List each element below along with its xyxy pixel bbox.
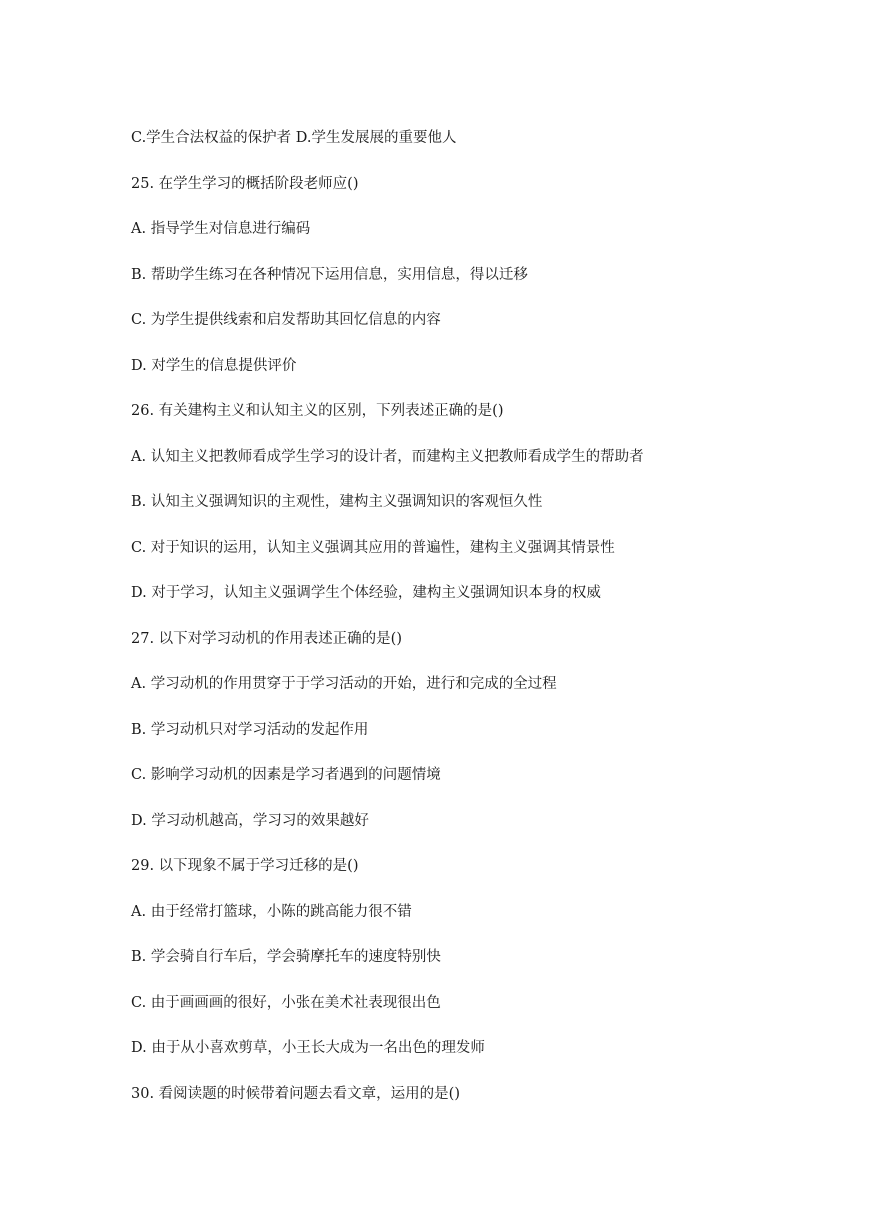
question-27-option-a: A. 学习动机的作用贯穿于于学习活动的开始，进行和完成的全过程	[131, 676, 557, 692]
question-27-option-b: B. 学习动机只对学习活动的发起作用	[131, 722, 369, 738]
question-29-option-b: B. 学会骑自行车后，学会骑摩托车的速度特别快	[131, 949, 441, 965]
question-29: 29. 以下现象不属于学习迁移的是()	[131, 858, 359, 874]
question-27-option-c: C. 影响学习动机的因素是学习者遇到的问题情境	[131, 767, 441, 783]
question-26-option-a: A. 认知主义把教师看成学生学习的设计者，而建构主义把教师看成学生的帮助者	[131, 449, 644, 465]
question-25-option-d: D. 对学生的信息提供评价	[131, 358, 297, 374]
question-26-option-d: D. 对于学习，认知主义强调学生个体经验，建构主义强调知识本身的权威	[131, 585, 601, 601]
question-29-option-a: A. 由于经常打篮球，小陈的跳高能力很不错	[131, 904, 412, 920]
question-25: 25. 在学生学习的概括阶段老师应()	[131, 176, 359, 192]
question-30: 30. 看阅读题的时候带着问题去看文章，运用的是()	[131, 1086, 460, 1102]
question-25-option-c: C. 为学生提供线索和启发帮助其回忆信息的内容	[131, 312, 441, 328]
question-26-option-c: C. 对于知识的运用，认知主义强调其应用的普遍性，建构主义强调其情景性	[131, 540, 615, 556]
question-25-option-a: A. 指导学生对信息进行编码	[131, 221, 311, 237]
question-27-option-d: D. 学习动机越高，学习习的效果越好	[131, 813, 369, 829]
text-line-options-continued: C.学生合法权益的保护者 D.学生发展展的重要他人	[131, 130, 457, 146]
question-25-option-b: B. 帮助学生练习在各种情况下运用信息，实用信息，得以迁移	[131, 267, 528, 283]
question-27: 27. 以下对学习动机的作用表述正确的是()	[131, 631, 402, 647]
question-29-option-d: D. 由于从小喜欢剪草，小王长大成为一名出色的理发师	[131, 1040, 485, 1056]
question-26: 26. 有关建构主义和认知主义的区别，下列表述正确的是()	[131, 403, 504, 419]
question-26-option-b: B. 认知主义强调知识的主观性，建构主义强调知识的客观恒久性	[131, 494, 543, 510]
question-29-option-c: C. 由于画画画的很好，小张在美术社表现很出色	[131, 995, 441, 1011]
